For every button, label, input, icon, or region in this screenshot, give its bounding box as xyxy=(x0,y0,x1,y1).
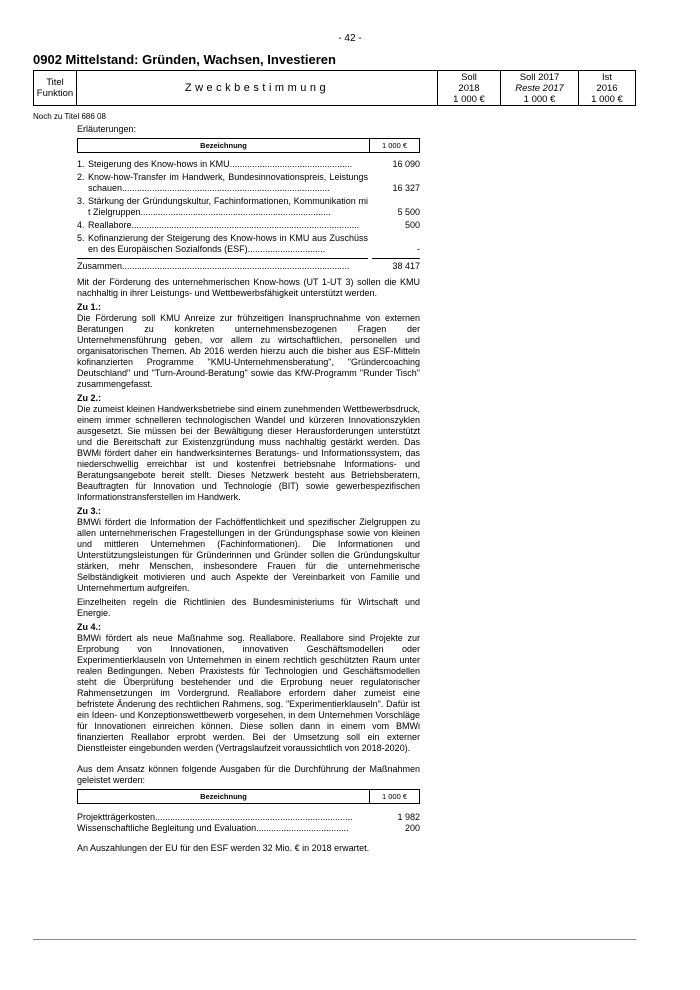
table2-body xyxy=(77,812,420,834)
header-titel-funktion xyxy=(34,71,77,105)
row-number: 5. xyxy=(77,233,85,243)
table-row xyxy=(77,233,420,255)
header-soll17-l3: 1 000 € xyxy=(523,93,556,105)
row-text: Know-how-Transfer im Handwerk, Bundesinnovationspreis, Leistungsschauen................................................................................... xyxy=(88,172,368,193)
page-number: - 42 - xyxy=(338,33,362,44)
header-titel: Titel xyxy=(46,77,64,88)
zu1-heading: Zu 1.: xyxy=(77,302,101,312)
table2-header xyxy=(77,789,420,804)
header-soll-2018 xyxy=(438,71,501,105)
header-ist-l1: Ist xyxy=(601,71,613,83)
header-funktion: Funktion xyxy=(36,88,74,99)
table1-col-bezeichnung: Bezeichnung xyxy=(78,139,370,152)
total-label: Zusammen........................................................................................... xyxy=(77,261,350,271)
zu2-heading: Zu 2.: xyxy=(77,393,101,403)
row-value: 500 xyxy=(404,220,420,230)
table1-header xyxy=(77,138,420,153)
row-value: 5 500 xyxy=(397,207,420,217)
noch-zu-titel: Noch zu Titel 686 08 xyxy=(33,112,106,121)
zu3-paragraph-2: Einzelheiten regeln die Richtlinien des Bundesministeriums für Wirtschaft und Energie. xyxy=(77,597,420,618)
row-value: 1 982 xyxy=(397,812,420,822)
row-text: Reallabore........................................................................................... xyxy=(88,220,360,230)
table-row xyxy=(77,196,420,218)
row-value: 16 090 xyxy=(392,159,420,169)
table-row xyxy=(77,159,420,170)
zu1-paragraph: Die Förderung soll KMU Anreize zur frühzeitigen Inanspruchnahme von externen Beratungen zu konkreten unternehmensbezogenen Fragen der Unternehmensführung geben, vor allem zu wirtschaftlichen, personellen und organisatorischen Themen. Ab 2016 werden hierzu auch die bisher aus ESF-Mitteln kofinanzierten Programme "KMU-Unternehmensberatung", "Gründercoaching Deutschland" und "Turn-Around-Beratung" sowie das KfW-Programm "Runder Tisch" zusammengefasst. xyxy=(77,313,420,389)
row-number: 2. xyxy=(77,172,85,182)
zu4-heading: Zu 4.: xyxy=(77,622,101,632)
row-number: 1. xyxy=(77,159,85,169)
footer-rule xyxy=(33,939,636,940)
zu3-heading: Zu 3.: xyxy=(77,506,101,516)
table1-col-unit: 1 000 € xyxy=(381,141,408,150)
header-soll17-l1: Soll 2017 xyxy=(519,71,560,83)
table1-divider xyxy=(77,258,420,259)
zu4-paragraph: BMWi fördert als neue Maßnahme sog. Reallabore. Reallabore sind Projekte zur Erprobung von Innovationen, innovativen Geschäftsmodellen oder Experimentierklauseln von Unternehmen in einem rechtlich geschützten Raum unter realen Bedingungen. Neben Praxistests für Technologien und Geschäftsmodellen steht die Überprüfung bestehender und die Erprobung neuer regulatorischer Rahmensetzungen im Vordergrund. Reallabore erfordern daher zumeist eine befristete Änderung des rechtlichen Rahmens, sog. "Experimentierklauseln". Dafür ist ein Ideen- und Konzeptionswettbewerb vorgesehen, in dem Unternehmen Vorschläge für Innovationen einreichen können. Diese sollen dann in einem vom BMWi finanzierten Reallabor erprobt werden. Bei der Umsetzung soll ein externer Dienstleister eingebunden werden (Vertragslaufzeit voraussichtlich von 2018-2020). xyxy=(77,633,420,753)
table1-body xyxy=(77,159,420,272)
table1-total-row xyxy=(77,261,420,272)
header-soll18-l2: 2018 xyxy=(458,82,480,94)
header-ist-2016 xyxy=(579,71,635,105)
header-soll17-l2: Reste 2017 xyxy=(515,82,564,94)
table-row xyxy=(77,823,420,834)
zu3-paragraph: BMWi fördert die Information der Fachöffentlichkeit und spezifischer Zielgruppen zu allen unternehmerischen Fragestellungen in der Gründungsphase sowie von kleinen und mittleren Unternehmen (Fachinformationen). Die Informationen und Unterstützungsleistungen für Gründerinnen und Gründer sollen die Gründungskultur stärken, mehr Menschen, insbesondere Frauen für die unternehmerische Selbständigkeit motivieren und auch Aspekte der Vereinbarkeit von Familie und Unternehmertum aufgreifen. xyxy=(77,517,420,593)
row-number: 3. xyxy=(77,196,85,206)
row-text: Stärkung der Gründungskultur, Fachinformationen, Kommunikation mit Zielgruppen............................................................................ xyxy=(88,196,368,217)
table-row xyxy=(77,812,420,823)
total-value: 38 417 xyxy=(392,261,420,271)
row-text: Wissenschaftliche Begleitung und Evaluation..................................... xyxy=(77,823,349,833)
eu-paragraph: An Auszahlungen der EU für den ESF werden 32 Mio. € in 2018 erwartet. xyxy=(77,843,370,853)
row-text: Steigerung des Know-hows in KMU................................................. xyxy=(88,159,353,169)
row-value: - xyxy=(417,244,420,254)
table-row xyxy=(77,220,420,231)
ansatz-paragraph: Aus dem Ansatz können folgende Ausgaben für die Durchführung der Maßnahmen geleistet werden: xyxy=(77,764,420,785)
table2-col-unit: 1 000 € xyxy=(381,792,408,801)
header-soll-2017 xyxy=(501,71,579,105)
budget-header-table xyxy=(33,70,636,106)
table-row xyxy=(77,172,420,194)
header-ist-l2: 2016 xyxy=(596,82,618,94)
intro-paragraph: Mit der Förderung des unternehmerischen Know-hows (UT 1-UT 3) sollen die KMU nachhaltig in ihrer Leistungs- und Wettbewerbsfähigkeit unterstützt werden. xyxy=(77,277,420,298)
row-value: 200 xyxy=(404,823,420,833)
header-soll18-l1: Soll xyxy=(461,71,477,83)
erlaeuterungen-label: Erläuterungen: xyxy=(77,124,137,134)
header-ist-l3: 1 000 € xyxy=(591,93,623,105)
row-value: 16 327 xyxy=(392,183,420,193)
table2-col-bezeichnung: Bezeichnung xyxy=(78,790,370,803)
row-text: Kofinanzierung der Steigerung des Know-hows in KMU aus Zuschüssen des Europäischen Sozialfonds (ESF)............................... xyxy=(88,233,368,254)
zu2-paragraph: Die zumeist kleinen Handwerksbetriebe sind einem zunehmenden Wettbewerbsdruck, einem immer schnelleren technologischen Wandel und kürzeren Innovationszyklen ausgesetzt. Sie müssen bei der Bewältigung dieser Herausforderungen unterstützt und die Bereitschaft zur Existenzgründung muss nachhaltig gestärkt werden. Das BWMi fördert daher ein handwerksinternes Beratungs- und Informationssystem, das niederschwellig erreichbar ist und kostenfrei betriebsnahe Informations- und Beratungsangebote bereit stellt. Dieses Netzwerk besteht aus Betriebsberatern, Beauftragten für Innovation und Technologie (BIT) sowie gewerbespezifischen Informationstransferstellen im Handwerk. xyxy=(77,404,421,502)
header-soll18-l3: 1 000 € xyxy=(453,93,485,105)
chapter-title: 0902 Mittelstand: Gründen, Wachsen, Investieren xyxy=(33,52,336,67)
header-zweckbestimmung: Zweckbestimmung xyxy=(77,71,438,105)
row-text: Projektträgerkosten............................................................................... xyxy=(77,812,353,822)
row-number: 4. xyxy=(77,220,85,230)
content-body xyxy=(77,124,420,854)
